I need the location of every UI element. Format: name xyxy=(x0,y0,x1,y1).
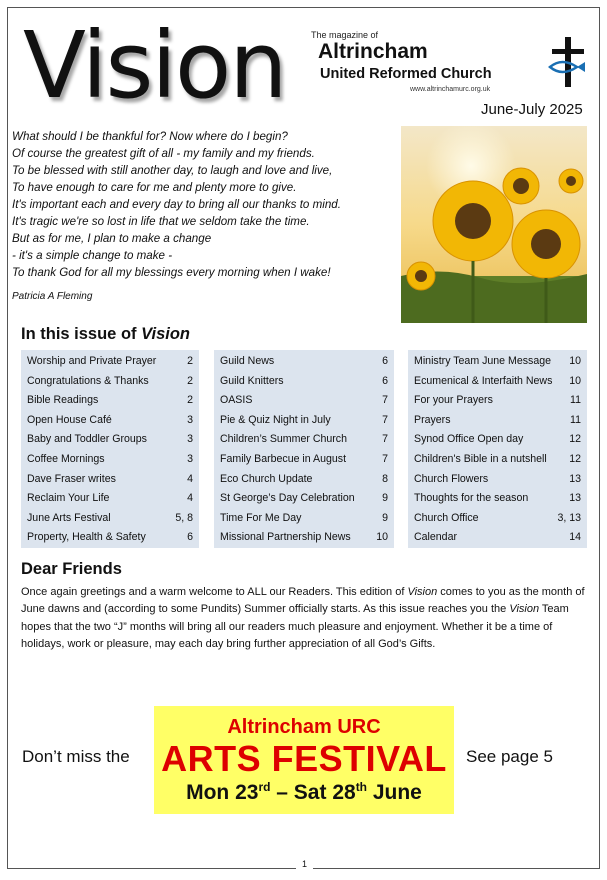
toc-entry: St George’s Day Celebration 9 xyxy=(220,492,388,505)
dont-miss-text: Don’t miss the xyxy=(22,747,130,766)
church-name-line2: United Reformed Church xyxy=(320,66,492,82)
dear-friends-body: Once again greetings and a warm welcome to ALL our Readers. This edition of Vision comes to you as the month of June dawns and (according to some Pundits) Summer officially starts. As this issue reaches you the Vision Team hopes that the two “J” months will bring all our readers much pleasure and enjoyment. Whether it be a time of holidays, work or pleasure, may each day bring further appreciation of all God’s Gifts. xyxy=(21,586,585,650)
toc-entry: Coffee Mornings 3 xyxy=(27,452,193,465)
toc-entry: Eco Church Update 8 xyxy=(220,472,388,485)
toc-entry: Pie & Quiz Night in July 7 xyxy=(220,413,388,426)
page-number: 1 xyxy=(296,859,313,869)
see-page-text: See page 5 xyxy=(466,747,553,766)
toc-column-3 xyxy=(408,350,587,548)
toc-column-2 xyxy=(214,350,394,548)
toc-entry: Missional Partnership News 10 xyxy=(220,531,388,544)
church-name-line1: Altrincham xyxy=(318,40,428,63)
toc-entry: Bible Readings 2 xyxy=(27,394,193,407)
cross-fish-icon xyxy=(547,37,589,87)
festival-title: ARTS FESTIVAL xyxy=(161,738,447,779)
toc-entry: Ecumenical & Interfaith News 10 xyxy=(414,374,581,387)
poem-line: What should I be thankful for? Now where do I begin? xyxy=(12,130,288,143)
toc-entry: Children's Bible in a nutshell 12 xyxy=(414,452,581,465)
poem-line: - it's a simple change to make - xyxy=(12,249,173,262)
festival-host: Altrincham URC xyxy=(227,716,381,738)
toc-entry: Time For Me Day 9 xyxy=(220,511,388,524)
toc-entry: Open House Café 3 xyxy=(27,413,193,426)
toc-entry: Guild News 6 xyxy=(220,355,388,367)
toc-entry: For your Prayers 11 xyxy=(414,394,581,407)
toc-entry: Worship and Private Prayer 2 xyxy=(27,355,193,367)
contents-heading-prefix: In this issue of xyxy=(21,325,142,343)
toc-entry: Property, Health & Safety 6 xyxy=(27,531,193,544)
toc-entry: Calendar 14 xyxy=(414,531,581,544)
contents-heading-title: Vision xyxy=(141,325,191,343)
arts-festival-banner xyxy=(154,706,454,814)
toc-entry: Synod Office Open day 12 xyxy=(414,433,581,446)
toc-entry: Family Barbecue in August 7 xyxy=(220,452,388,465)
toc-entry: Prayers 11 xyxy=(414,413,581,426)
toc-entry: Dave Fraser writes 4 xyxy=(27,472,193,485)
toc-entry: June Arts Festival 5, 8 xyxy=(27,511,193,524)
toc-entry: Church Flowers 13 xyxy=(414,472,581,485)
toc-entry: Church Office 3, 13 xyxy=(414,511,581,524)
toc-entry: Baby and Toddler Groups 3 xyxy=(27,433,193,446)
toc-entry: Congratulations & Thanks 2 xyxy=(27,374,193,387)
poem xyxy=(12,128,397,302)
festival-dates: Mon 23rd – Sat 28th June xyxy=(186,780,422,804)
toc-column-1 xyxy=(21,350,199,548)
poem-line: Of course the greatest gift of all - my family and my friends. xyxy=(12,147,315,160)
poem-line: To be blessed with still another day, to laugh and love and live, xyxy=(12,164,333,177)
toc-entry: Guild Knitters 6 xyxy=(220,374,388,387)
poem-line: It's tragic we're so lost in life that we seldom take the time. xyxy=(12,215,310,228)
contents-heading xyxy=(21,325,190,344)
magazine-title: Vision xyxy=(23,12,286,119)
poem-author: Patricia A Fleming xyxy=(12,291,93,302)
toc-entry: Thoughts for the season 13 xyxy=(414,492,581,505)
poem-line: To have enough to care for me and plenty more to give. xyxy=(12,181,297,194)
poem-line: It's important each and every day to bring all our thanks to mind. xyxy=(12,198,341,211)
dear-friends-heading: Dear Friends xyxy=(21,560,122,578)
toc-entry: Children’s Summer Church 7 xyxy=(220,433,388,446)
toc-entry: OASIS 7 xyxy=(220,394,388,407)
tagline: The magazine of xyxy=(311,30,379,40)
sunflower-photo xyxy=(401,126,587,323)
toc-entry: Reclaim Your Life 4 xyxy=(27,492,193,505)
issue-date: June-July 2025 xyxy=(481,101,583,118)
website-url: www.altrinchamurc.org.uk xyxy=(410,86,491,93)
poem-line: But as for me, I plan to make a change xyxy=(12,232,212,245)
poem-line: To thank God for all my blessings every morning when I wake! xyxy=(12,266,331,279)
toc-entry: Ministry Team June Message 10 xyxy=(414,355,581,367)
